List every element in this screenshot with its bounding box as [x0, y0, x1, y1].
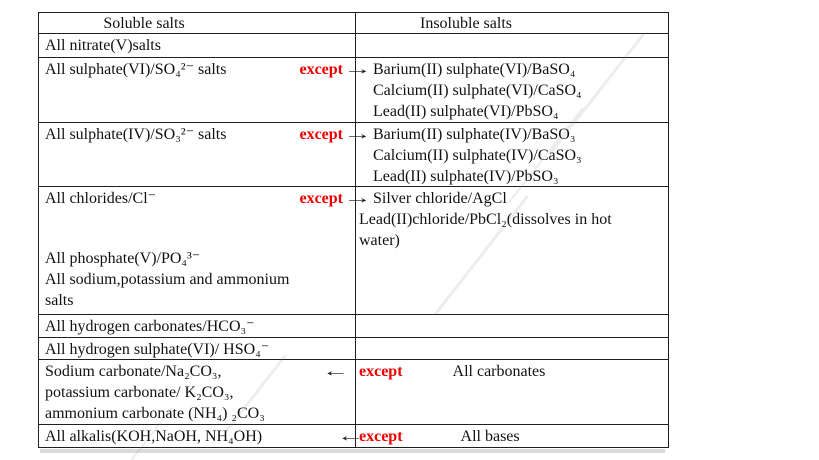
exception-item: All bases [460, 428, 520, 445]
exception-item: Barium(II) sulphate(VI)/BaSO₄ [373, 61, 576, 78]
except-label: except [359, 363, 403, 380]
solubility-table [38, 12, 669, 448]
rule-text: All nitrate(V)salts [45, 37, 161, 54]
table-row [39, 187, 668, 315]
table-header-row [39, 13, 668, 34]
exception-item: Silver chloride/AgCl [373, 190, 507, 207]
empty-cell [356, 315, 668, 337]
exception-item: Calcium(II) sulphate(VI)/CaSO₄ [373, 82, 582, 99]
rule-text: All phosphate(V)/PO₄³⁻ [45, 250, 201, 267]
table-row [39, 34, 668, 58]
exception-item: Calcium(II) sulphate(IV)/CaSO₃ [373, 147, 582, 164]
empty-cell [356, 338, 668, 359]
rule-text: salts [45, 292, 74, 309]
insoluble-salts-header: Insoluble salts [420, 15, 512, 32]
right-arrow-icon: → [343, 61, 372, 78]
rule-text: Sodium carbonate/Na₂CO₃, [45, 363, 222, 380]
rule-text: All hydrogen sulphate(VI)/ HSO₄⁻ [45, 341, 270, 358]
rule-text: ammonium carbonate (NH₄) ₂CO₃ [45, 405, 265, 422]
table-row [39, 425, 668, 447]
except-label: except [299, 126, 343, 143]
right-arrow-icon: → [343, 126, 372, 143]
exception-item: Lead(II) sulphate(VI)/PbSO₄ [373, 103, 559, 120]
page-shadow [40, 449, 665, 453]
exception-item: Barium(II) sulphate(IV)/BaSO₃ [373, 126, 576, 143]
table-row [39, 338, 668, 360]
except-label: except [299, 61, 343, 78]
rule-text: All alkalis(KOH,NaOH, NH₄OH) [45, 428, 263, 445]
table-row [39, 123, 668, 187]
rule-text: All sodium,potassium and ammonium [45, 271, 290, 288]
rule-text: All sulphate(VI)/SO₄²⁻ salts [45, 61, 227, 78]
left-arrow-icon: ← [321, 363, 349, 380]
right-arrow-icon: → [343, 190, 372, 207]
exception-item: water) [359, 232, 400, 249]
exception-item: Lead(II)chloride/PbCl₂(dissolves in hot [359, 211, 612, 228]
spacer [45, 209, 355, 248]
rule-text: All chlorides/Cl⁻ [45, 190, 157, 207]
rule-text: All hydrogen carbonates/HCO₃⁻ [45, 318, 255, 335]
left-arrow-icon: ← [336, 428, 364, 445]
exception-item: Lead(II) sulphate(IV)/PbSO₃ [373, 168, 559, 185]
except-label: except [359, 428, 403, 445]
rule-text: potassium carbonate/ K₂CO₃, [45, 384, 234, 401]
empty-cell [356, 34, 668, 57]
table-row [39, 315, 668, 338]
except-label: except [299, 190, 343, 207]
exception-item: All carbonates [452, 363, 546, 380]
table-row [39, 58, 668, 123]
rule-text: All sulphate(IV)/SO₃²⁻ salts [45, 126, 227, 143]
table-row [39, 360, 668, 425]
soluble-salts-header: Soluble salts [39, 13, 356, 33]
